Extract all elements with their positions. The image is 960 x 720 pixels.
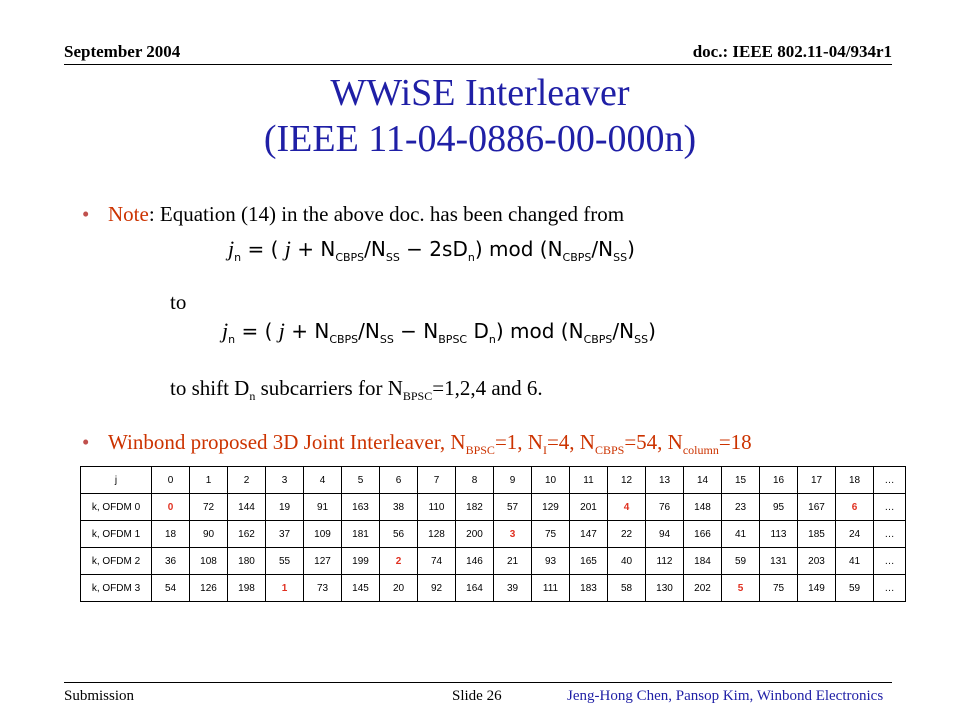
- table-cell: 144: [228, 494, 266, 521]
- table-cell: 22: [608, 521, 646, 548]
- table-cell: 54: [152, 575, 190, 602]
- table-cell: 148: [684, 494, 722, 521]
- table-cell: 37: [266, 521, 304, 548]
- table-cell: 6: [836, 494, 874, 521]
- table-cell: 5: [722, 575, 760, 602]
- table-cell: k, OFDM 0: [81, 494, 152, 521]
- footer-rule: [64, 682, 892, 683]
- table-cell: 109: [304, 521, 342, 548]
- table-cell: 180: [228, 548, 266, 575]
- table-header-cell: 4: [304, 467, 342, 494]
- table-cell: 18: [152, 521, 190, 548]
- to-label: to: [170, 290, 187, 314]
- table-header-cell: 3: [266, 467, 304, 494]
- table-cell: 2: [380, 548, 418, 575]
- table-cell: 127: [304, 548, 342, 575]
- note-body: : Equation (14) in the above doc. has been changed from: [148, 202, 625, 226]
- table-header-cell: 17: [798, 467, 836, 494]
- table-cell: 21: [494, 548, 532, 575]
- table-cell: 203: [798, 548, 836, 575]
- table-header-cell: 2: [228, 467, 266, 494]
- table-cell: 20: [380, 575, 418, 602]
- table-row: [81, 494, 906, 521]
- table-cell: 73: [304, 575, 342, 602]
- table-cell: 75: [532, 521, 570, 548]
- note-text: [108, 202, 624, 227]
- table-cell: 181: [342, 521, 380, 548]
- table-cell: 185: [798, 521, 836, 548]
- table-cell: 72: [190, 494, 228, 521]
- table-cell: 149: [798, 575, 836, 602]
- table-cell: 93: [532, 548, 570, 575]
- table-cell: 91: [304, 494, 342, 521]
- table-cell: 145: [342, 575, 380, 602]
- table-cell: 23: [722, 494, 760, 521]
- table-cell: …: [874, 548, 906, 575]
- shift-text: to shift $D_n$ subcarriers for $N_{BPSC}=1,2,4$ and 6.: [170, 376, 543, 404]
- table-row: [81, 548, 906, 575]
- table-cell: 110: [418, 494, 456, 521]
- table-cell: 199: [342, 548, 380, 575]
- table-cell: 24: [836, 521, 874, 548]
- table-header-cell: 12: [608, 467, 646, 494]
- footer-submission: Submission: [64, 688, 135, 704]
- table-cell: k, OFDM 2: [81, 548, 152, 575]
- table-row: [81, 575, 906, 602]
- table-cell: …: [874, 575, 906, 602]
- table-cell: 162: [228, 521, 266, 548]
- table-header-cell: 14: [684, 467, 722, 494]
- header-rule: [64, 64, 892, 65]
- table-cell: 113: [760, 521, 798, 548]
- table-cell: 200: [456, 521, 494, 548]
- bullet-dot: •: [82, 202, 90, 226]
- table-header-cell: 10: [532, 467, 570, 494]
- table-cell: 40: [608, 548, 646, 575]
- table-cell: 167: [798, 494, 836, 521]
- table-cell: 146: [456, 548, 494, 575]
- table-cell: 165: [570, 548, 608, 575]
- table-cell: 90: [190, 521, 228, 548]
- table-cell: 166: [684, 521, 722, 548]
- table-header-cell: …: [874, 467, 906, 494]
- table-header-cell: 8: [456, 467, 494, 494]
- table-cell: 111: [532, 575, 570, 602]
- table-header-row: [81, 467, 906, 494]
- table-cell: …: [874, 521, 906, 548]
- table-header-cell: 11: [570, 467, 608, 494]
- table-cell: 38: [380, 494, 418, 521]
- table-cell: 131: [760, 548, 798, 575]
- table-cell: 147: [570, 521, 608, 548]
- footer-slide-number: Slide 26: [452, 688, 502, 704]
- table-cell: 75: [760, 575, 798, 602]
- table-cell: 56: [380, 521, 418, 548]
- table-cell: 0: [152, 494, 190, 521]
- table-cell: 202: [684, 575, 722, 602]
- table-cell: 92: [418, 575, 456, 602]
- table-cell: 1: [266, 575, 304, 602]
- table-cell: 128: [418, 521, 456, 548]
- note-label: Note: [108, 202, 149, 226]
- table-cell: 182: [456, 494, 494, 521]
- table-cell: 184: [684, 548, 722, 575]
- table-cell: 126: [190, 575, 228, 602]
- table-header-cell: 16: [760, 467, 798, 494]
- table-cell: k, OFDM 3: [81, 575, 152, 602]
- table-cell: 3: [494, 521, 532, 548]
- table-cell: 108: [190, 548, 228, 575]
- header-doc-id: doc.: IEEE 802.11-04/934r1: [692, 42, 892, 61]
- equation-new: $j_n$ = ( $j + N_{CBPS}/N_{SS} - N_{BPSC}$ $D_n$) mod $(N_{CBPS}/N_{SS})$: [222, 318, 656, 346]
- winbond-text: Winbond proposed 3D Joint Interleaver, $N_{BPSC}=1$, $N_I=4$, $N_{CBPS}=54$, $N_{column}=18$: [108, 430, 752, 458]
- table-cell: 74: [418, 548, 456, 575]
- table-cell: 41: [836, 548, 874, 575]
- title-line-2: (IEEE 11-04-0886-00-000n): [263, 118, 697, 160]
- table-cell: 183: [570, 575, 608, 602]
- table-cell: 95: [760, 494, 798, 521]
- table-cell: 55: [266, 548, 304, 575]
- table-header-cell: 6: [380, 467, 418, 494]
- table-cell: 198: [228, 575, 266, 602]
- table-cell: 129: [532, 494, 570, 521]
- table-cell: 4: [608, 494, 646, 521]
- table-cell: 76: [646, 494, 684, 521]
- table-header-cell: 5: [342, 467, 380, 494]
- table-cell: 58: [608, 575, 646, 602]
- bullet-dot-2: •: [82, 430, 90, 454]
- table-cell: 19: [266, 494, 304, 521]
- table-cell: 201: [570, 494, 608, 521]
- table-header-cell: 18: [836, 467, 874, 494]
- table-cell: 41: [722, 521, 760, 548]
- table-cell: …: [874, 494, 906, 521]
- table-header-cell: 9: [494, 467, 532, 494]
- table-cell: 39: [494, 575, 532, 602]
- table-header-cell: 0: [152, 467, 190, 494]
- header-date: September 2004: [64, 42, 181, 61]
- table-cell: 57: [494, 494, 532, 521]
- footer-authors: Jeng-Hong Chen, Pansop Kim, Winbond Electronics: [567, 688, 884, 704]
- title-line-1: WWiSE Interleaver: [330, 72, 630, 114]
- table-header-cell: 15: [722, 467, 760, 494]
- table-cell: 112: [646, 548, 684, 575]
- table-header-cell: 13: [646, 467, 684, 494]
- table-row: [81, 521, 906, 548]
- table-cell: k, OFDM 1: [81, 521, 152, 548]
- table-cell: 59: [836, 575, 874, 602]
- table-header-cell: 7: [418, 467, 456, 494]
- table-cell: 164: [456, 575, 494, 602]
- table-cell: 163: [342, 494, 380, 521]
- table-cell: 94: [646, 521, 684, 548]
- table-header-cell: 1: [190, 467, 228, 494]
- table-header-cell: j: [81, 467, 152, 494]
- table-cell: 59: [722, 548, 760, 575]
- table-cell: 130: [646, 575, 684, 602]
- interleaver-table: [80, 466, 906, 602]
- slide-title: [0, 70, 960, 162]
- equation-original: $j_n$ = ( $j + N_{CBPS}/N_{SS} - 2sD_n$) mod $(N_{CBPS}/N_{SS})$: [228, 236, 635, 264]
- table-cell: 36: [152, 548, 190, 575]
